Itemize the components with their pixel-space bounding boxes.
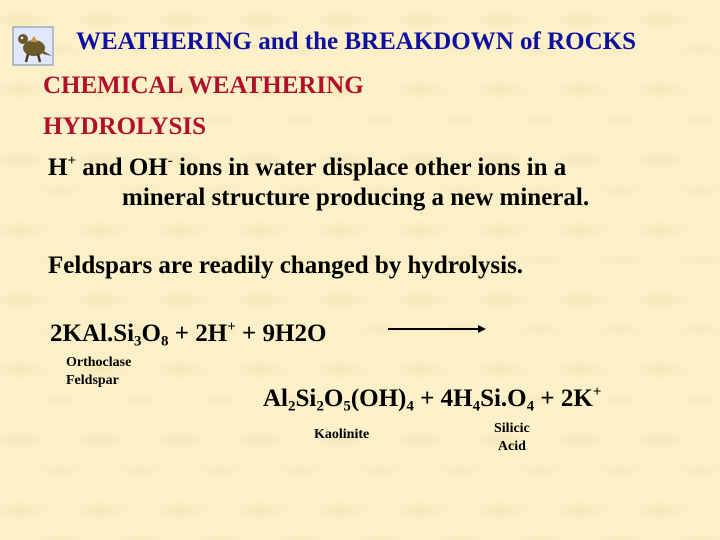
products-equation: $Al_2Si_2O_5(OH)_4 + 4H_4Si.O_4 + 2K^+$ [263, 384, 602, 415]
caption-silicic-acid: Silicic Acid [494, 421, 530, 454]
caption-orthoclase-feldspar: Orthoclase Feldspar [66, 355, 132, 388]
reactants-equation: $2KAl.Si_3O_8 + 2H^+ + 9H2O$ [50, 319, 327, 350]
caption-kaolinite: Kaolinite [314, 427, 370, 442]
ions-sentence-line1: H+ and OH- ions in water displace other ions in a [48, 153, 567, 181]
page-title: WEATHERING and the BREAKDOWN of ROCKS [76, 28, 637, 55]
ions-sentence-line2: mineral structure producing a new mineral. [122, 184, 590, 211]
heading-chemical-weathering: CHEMICAL WEATHERING [43, 72, 364, 99]
reaction-arrow-icon [388, 322, 488, 341]
dinosaur-icon [12, 26, 54, 66]
heading-hydrolysis: HYDROLYSIS [43, 113, 207, 140]
feldspar-sentence: Feldspars are readily changed by hydrolysis. [48, 252, 524, 279]
